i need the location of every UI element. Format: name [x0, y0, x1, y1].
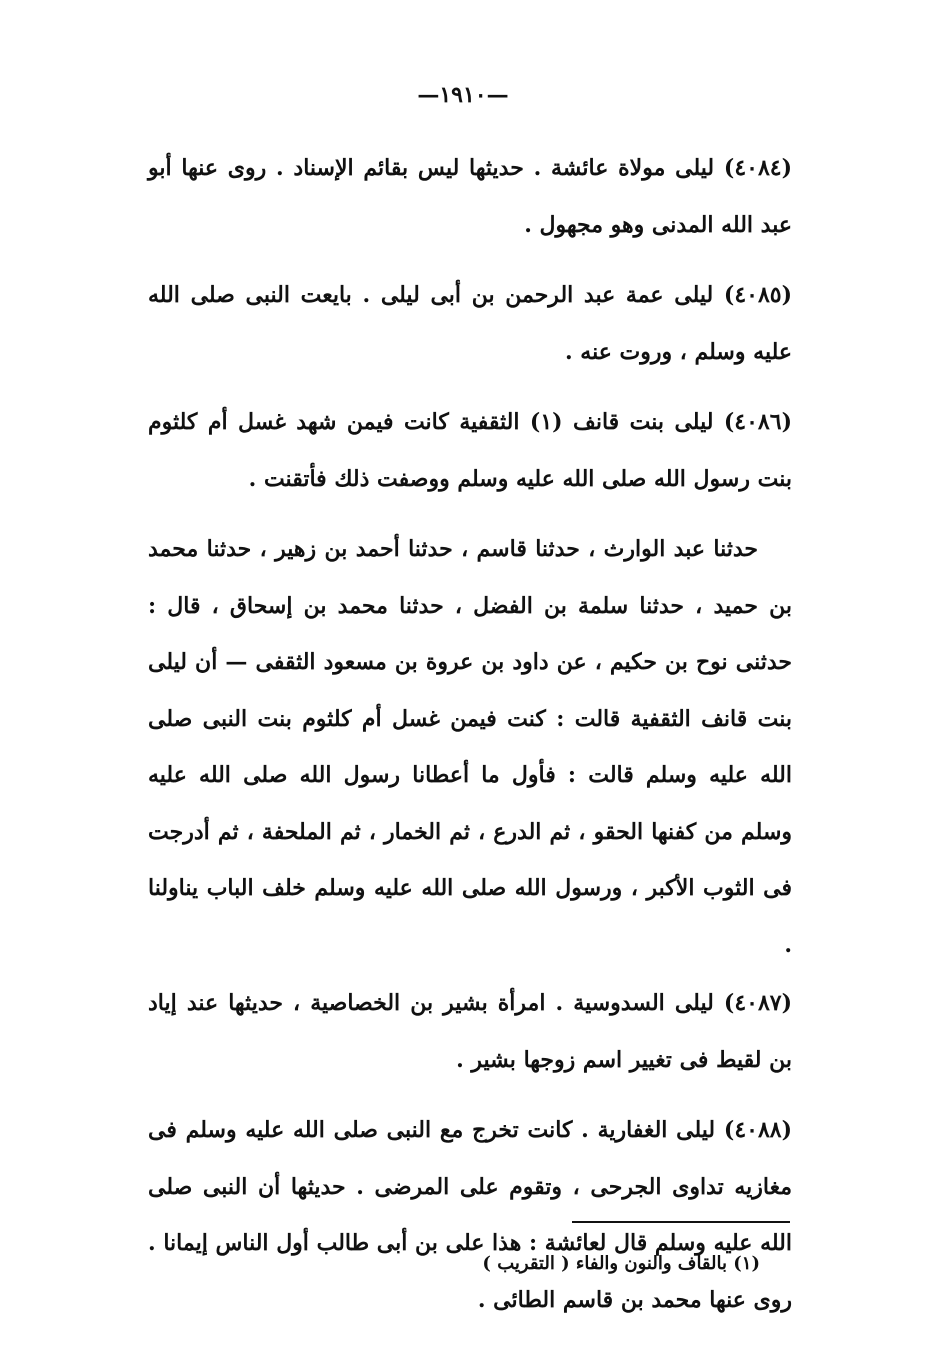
entry-text: ليلى السدوسية . امرأة بشير بن الخصاصية ، حديثها عند إياد بن لقيط فى تغيير اسم زوجها بشير . — [148, 990, 792, 1073]
entry-4085 — [148, 267, 792, 380]
entry-number: (٤٠٨٧) — [723, 990, 792, 1016]
entry-number: (٤٠٨٨) — [723, 1117, 792, 1143]
entry-number: (٤٠٨٦) — [723, 409, 792, 435]
hadith-paragraph: حدثنا عبد الوارث ، حدثنا قاسم ، حدثنا أحمد بن زهير ، حدثنا محمد بن حميد ، حدثنا سلمة بن الفضل ، حدثنا محمد بن إسحاق ، قال : حدثنى نوح بن حكيم ، عن داود بن عروة بن مسعود الثقفى — أن ليلى بنت قانف الثقفية قالت : كنت فيمن غسل أم كلثوم بنت النبى صلى الله عليه وسلم قالت : فأول ما أعطانا رسول الله صلى الله عليه وسلم من كفنها الحقو ، ثم الدرع ، ثم الخمار ، ثم الملحفة ، ثم أدرجت فى الثوب الأكبر ، ورسول الله صلى الله عليه وسلم خلف الباب يناولنا . — [148, 536, 792, 958]
footnote-divider — [572, 1221, 790, 1223]
entry-4086 — [148, 394, 792, 507]
entry-number: (٤٠٨٥) — [723, 282, 792, 308]
entry-number: (٤٠٨٤) — [723, 155, 792, 181]
footnote: (١) بالقاف والنون والفاء ( التقريب ) — [482, 1253, 760, 1274]
entry-text: ليلى مولاة عائشة . حديثها ليس بقائم الإسناد . روى عنها أبو عبد الله المدنى وهو مجهول . — [148, 155, 792, 238]
entry-4084 — [148, 140, 792, 253]
entry-text: ليلى عمة عبد الرحمن بن أبى ليلى . بايعت النبى صلى الله عليه وسلم ، وروت عنه . — [148, 282, 792, 365]
page-body — [148, 140, 792, 1342]
page-number: —١٩١٠— — [417, 82, 509, 108]
entry-4087 — [148, 975, 792, 1088]
entry-4088 — [148, 1102, 792, 1328]
entry-text: ليلى الغفارية . كانت تخرج مع النبى صلى الله عليه وسلم فى مغازيه تداوى الجرحى ، وتقوم على المرضى . حديثها أن النبى صلى الله عليه وسلم قال لعائشة : هذا على بن أبى طالب أول الناس إيمانا . روى عنها محمد بن قاسم الطائى . — [148, 1117, 792, 1313]
entry-text: ليلى بنت قانف (١) الثقفية كانت فيمن شهد غسل أم كلثوم بنت رسول الله صلى الله عليه وسلم ووصفت ذلك فأتقنت . — [148, 409, 792, 492]
